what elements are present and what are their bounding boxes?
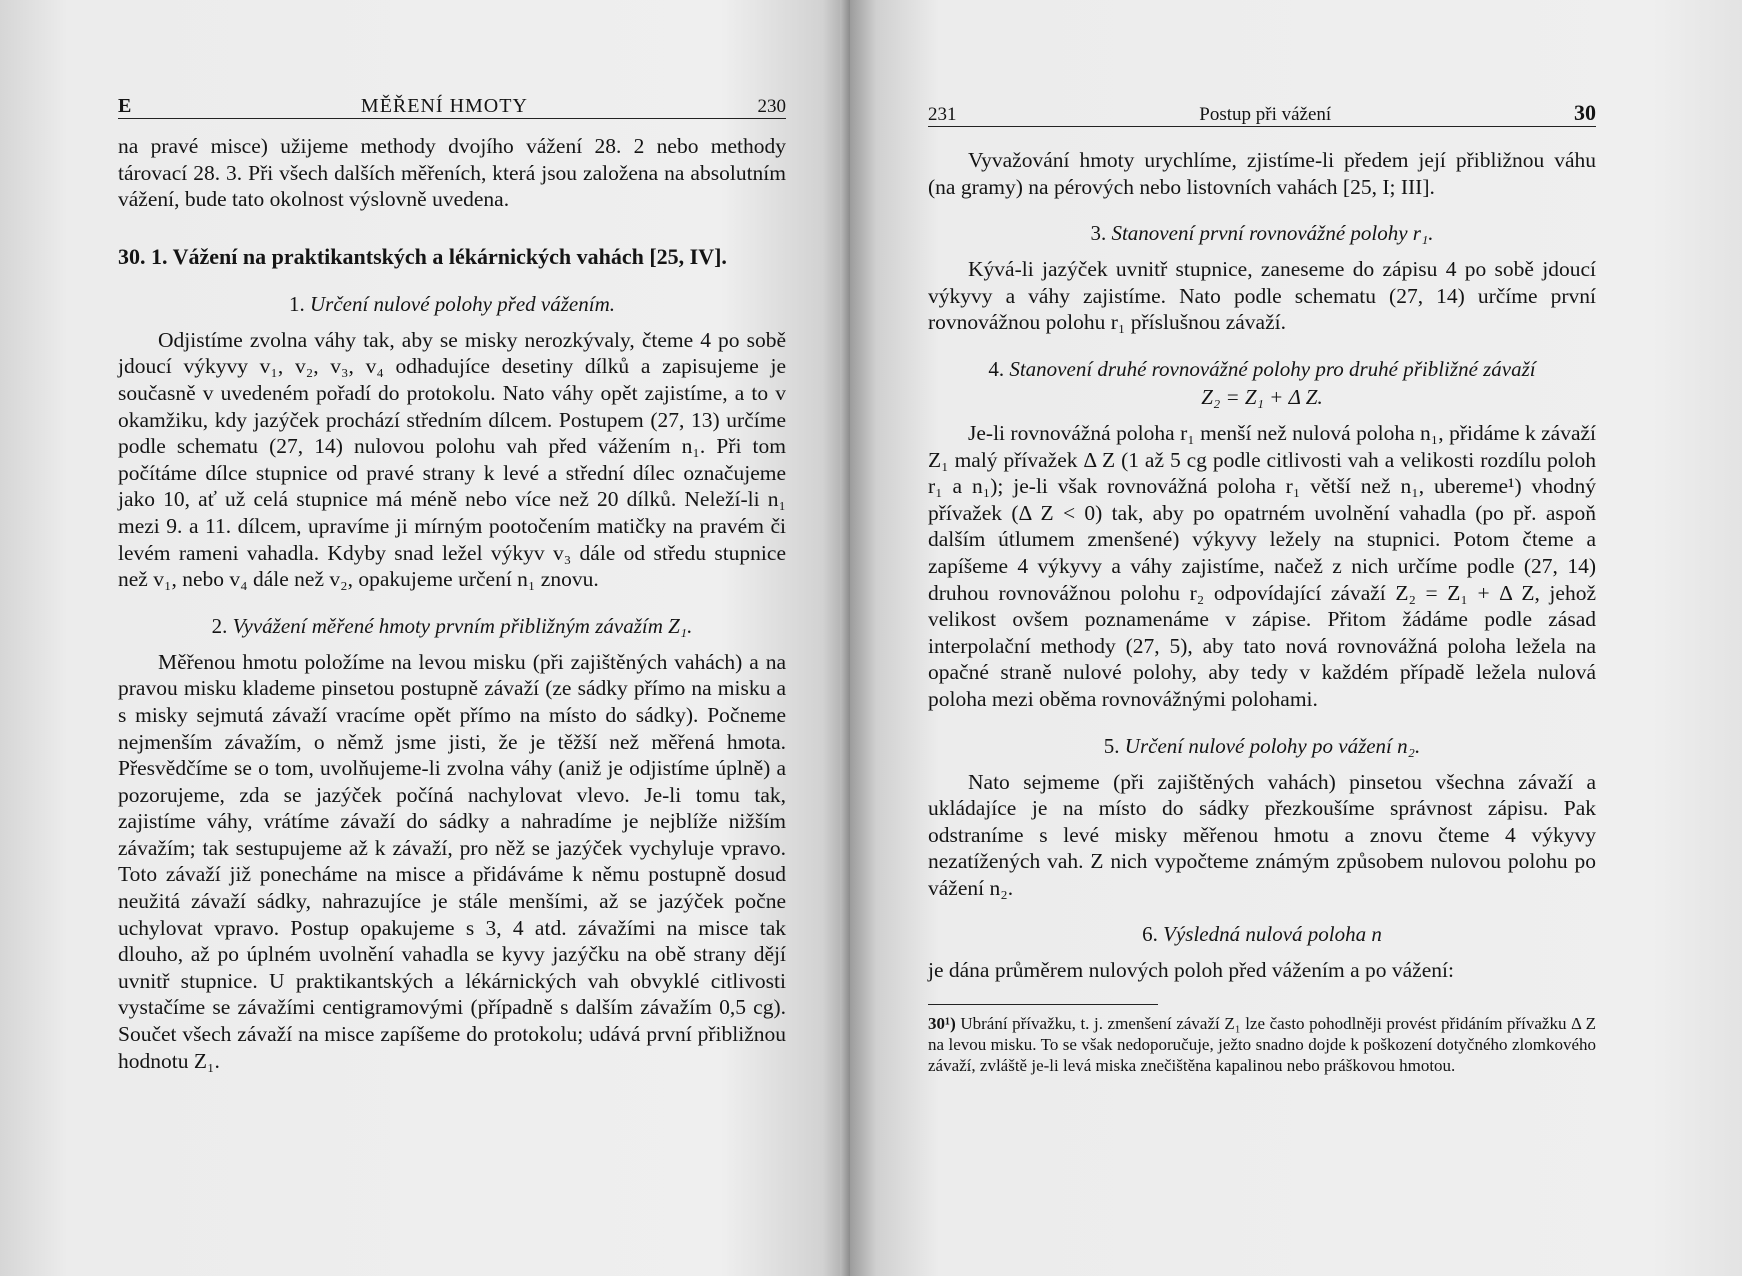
subsection-number: 5. (1103, 733, 1120, 758)
page-number-right: 231 (928, 104, 957, 125)
subsection-2-heading (118, 613, 786, 639)
subsection-number: 4. (988, 356, 1005, 381)
subsection-title: Stanovení první rovnovážné polohy r₁. (1111, 221, 1434, 246)
formula-z2: Z₂ = Z₁ + Δ Z. (1201, 384, 1323, 409)
paragraph-balancing: Měřenou hmotu položíme na levou misku (při zajištěných vahách) a na pravou misku klademe pinsetou postupně závaží (ze sádky přímo na misku a s misky sejmutá závaží vracíme opět přímo na místo do sádky). Počneme nejmenším závažím, o němž jsme jisti, že je těžší než měřená hmota. Přesvědčíme se o tom, uvolňujeme-li zvolna váhy (aniž je odjistíme úplně) a pozorujeme, zda se jazýček počíná nachylovat vlevo. Je-li tomu tak, zajistíme váhy, vrátíme závaží do sádky a nahradíme je nejblíže nižším závažím; tak sestupujeme až k závaží, pro něž se jazýček vychyluje vpravo. Toto závaží již ponecháme na misce a přidáváme k němu postupně dosud neužitá závaží sádky, nahrazujíce je stále menšími, až se jazýček počne uchylovat vpravo. Postup opakujeme s 3, 4 atd. závažími na misce tak dlouho, až po úplném uvolnění vahadla se kyvy jazýčku na obě strany dějí uvnitř stupnice. U praktikantských a lékárnických vah obvyklé citlivosti vystačíme se závažími centigramovými (případně s dalším závažím 0,5 cg). Součet všech závaží na misce zapíšeme do protokolu; udává první přibližnou hodnotu Z₁. (118, 649, 786, 1073)
subsection-number: 6. (1142, 922, 1158, 947)
subsection-number: 1. (288, 291, 305, 316)
paragraph-first-equilibrium: Kývá-li jazýček uvnitř stupnice, zaneseme do zápisu 4 po sobě jdoucí výkyvy a váhy zajistíme. Nato podle schematu (27, 14) určíme první rovnovážnou polohu r₁ příslušnou závaží. (928, 257, 1596, 335)
page-number-left: 230 (757, 96, 786, 117)
subsection-6-heading (928, 921, 1596, 947)
intro-paragraph: na pravé misce) užijeme methody dvojího vážení 28. 2 nebo methody tárovací 28. 3. Při všech dalších měřeních, která jsou založena na absolutním vážení, bude tato okolnost výslovně uvedena. (118, 134, 786, 212)
running-title: Postup při vážení (1199, 104, 1332, 125)
right-page (850, 0, 1742, 1276)
subsection-4-heading (928, 356, 1596, 382)
subsection-number: 2. (211, 613, 228, 638)
left-page-content (118, 88, 786, 1074)
left-page (0, 0, 848, 1276)
subsection-title: Určení nulové polohy po vážení n₂. (1124, 733, 1421, 758)
subsection-title: Určení nulové polohy před vážením. (309, 291, 615, 316)
right-page-content (928, 96, 1596, 1076)
subsection-5-heading (928, 733, 1596, 759)
paragraph-result: je dána průměrem nulových poloh před vážením a po vážení: (928, 958, 1454, 983)
footnote (928, 1013, 1596, 1076)
left-running-header (118, 88, 786, 119)
right-body (928, 147, 1596, 1076)
chapter-title: MĚŘENÍ HMOTY (360, 95, 528, 117)
section-letter: E (118, 95, 132, 117)
left-body (118, 133, 786, 1074)
section-heading: 30. 1. Vážení na praktikantských a lékárnických vahách [25, IV]. (118, 243, 727, 269)
paragraph-zero-position: Odjistíme zvolna váhy tak, aby se misky nerozkývaly, čteme 4 po sobě jdoucí výkyvy v₁, v₂, v₃, v₄ odhadujíce desetiny dílků a zapisujeme je současně v uvedeném pořadí do protokolu. Nato váhy opět zajistíme, a to v okamžiku, kdy jazýček prochází středním dílcem. Postupem (27, 13) určíme podle schematu (27, 14) nulovou polohu vah před vážením n₁. Při tom počítáme dílce stupnice od pravé strany k levé a střední dílec označujeme jako 10, ať už celá stupnice má méně nebo více než 20 dílků. Neleží-li n₁ mezi 9. a 11. dílcem, upravíme ji mírným pootočením matičky na pravém či levém rameni vahadla. Kdyby snad ležel výkyv v₃ dále od středu stupnice než v₁, nebo v₄ dále než v₂, opakujeme určení n₁ znovu. (118, 327, 786, 592)
footnote-text: Ubrání přívažku, t. j. zmenšení závaží Z₁ lze často pohodlněji provést přidáním přívažku Δ Z na levou misku. To se však nedoporučuje, ježto snadno dojde k poškození dotyčného zlomkového závaží, zvláště je-li levá miska znečištěna kapalinou nebo práškovou hmotou. (928, 1014, 1597, 1076)
footnote-mark: 30¹) (928, 1014, 956, 1034)
paragraph-zero-after: Nato sejmeme (při zajištěných vahách) pinsetou všechna závaží a ukládajíce je na místo do sádky přezkoušíme správnost zápisu. Pak odstraníme s levé misky měřenou hmotu a znovu čteme 4 výkyvy nezatížených vah. Z nich vypočteme známým způsobem nulovou polohu po vážení n₂. (928, 769, 1596, 900)
section-number: 30 (1574, 100, 1596, 125)
subsection-title: Stanovení druhé rovnovážné polohy pro druhé přibližné závaží (1009, 356, 1536, 381)
subsection-3-heading (928, 220, 1596, 246)
subsection-title: Výsledná nulová poloha n (1163, 922, 1382, 947)
subsection-number: 3. (1090, 221, 1107, 246)
subsection-title: Vyvážení měřené hmoty prvním přibližným závažím Z₁. (232, 613, 693, 638)
paragraph-second-equilibrium: Je-li rovnovážná poloha r₁ menší než nulová poloha n₁, přidáme k závaží Z₁ malý přívažek Δ Z (1 až 5 cg podle citlivosti vah a velikosti rozdílu poloh r₁ a n₁); je-li však rovnovážná poloha r₁ větší než n₁, ubereme¹) vhodný přívažek (Δ Z < 0) tak, aby po opatrném uvolnění vahadla (po př. aspoň dalším útlumem zmenšené) výkyvy ležely na stupnici. Potom čteme a zapíšeme 4 výkyvy a váhy zajistíme, načež z nich určíme podle (27, 14) druhou rovnovážnou polohu r₂ odpovídající závaží Z₂ = Z₁ + Δ Z, jehož velikost ovšem poznamenáme v zápise. Přitom žádáme podle zásad interpolační methody (27, 5), aby tato nová rovnovážná poloha ležela na opačné straně nulové polohy, aby tedy v každém případě ležela nulová poloha mezi oběma rovnovážnými polohami. (928, 420, 1596, 711)
subsection-1-heading (118, 291, 786, 317)
intro-paragraph-right: Vyvažování hmoty urychlíme, zjistíme-li předem její přibližnou váhu (na gramy) na pérových nebo listovních vahách [25, I; III]. (928, 148, 1596, 199)
footnote-rule (928, 1004, 1158, 1005)
right-running-header (928, 96, 1596, 127)
